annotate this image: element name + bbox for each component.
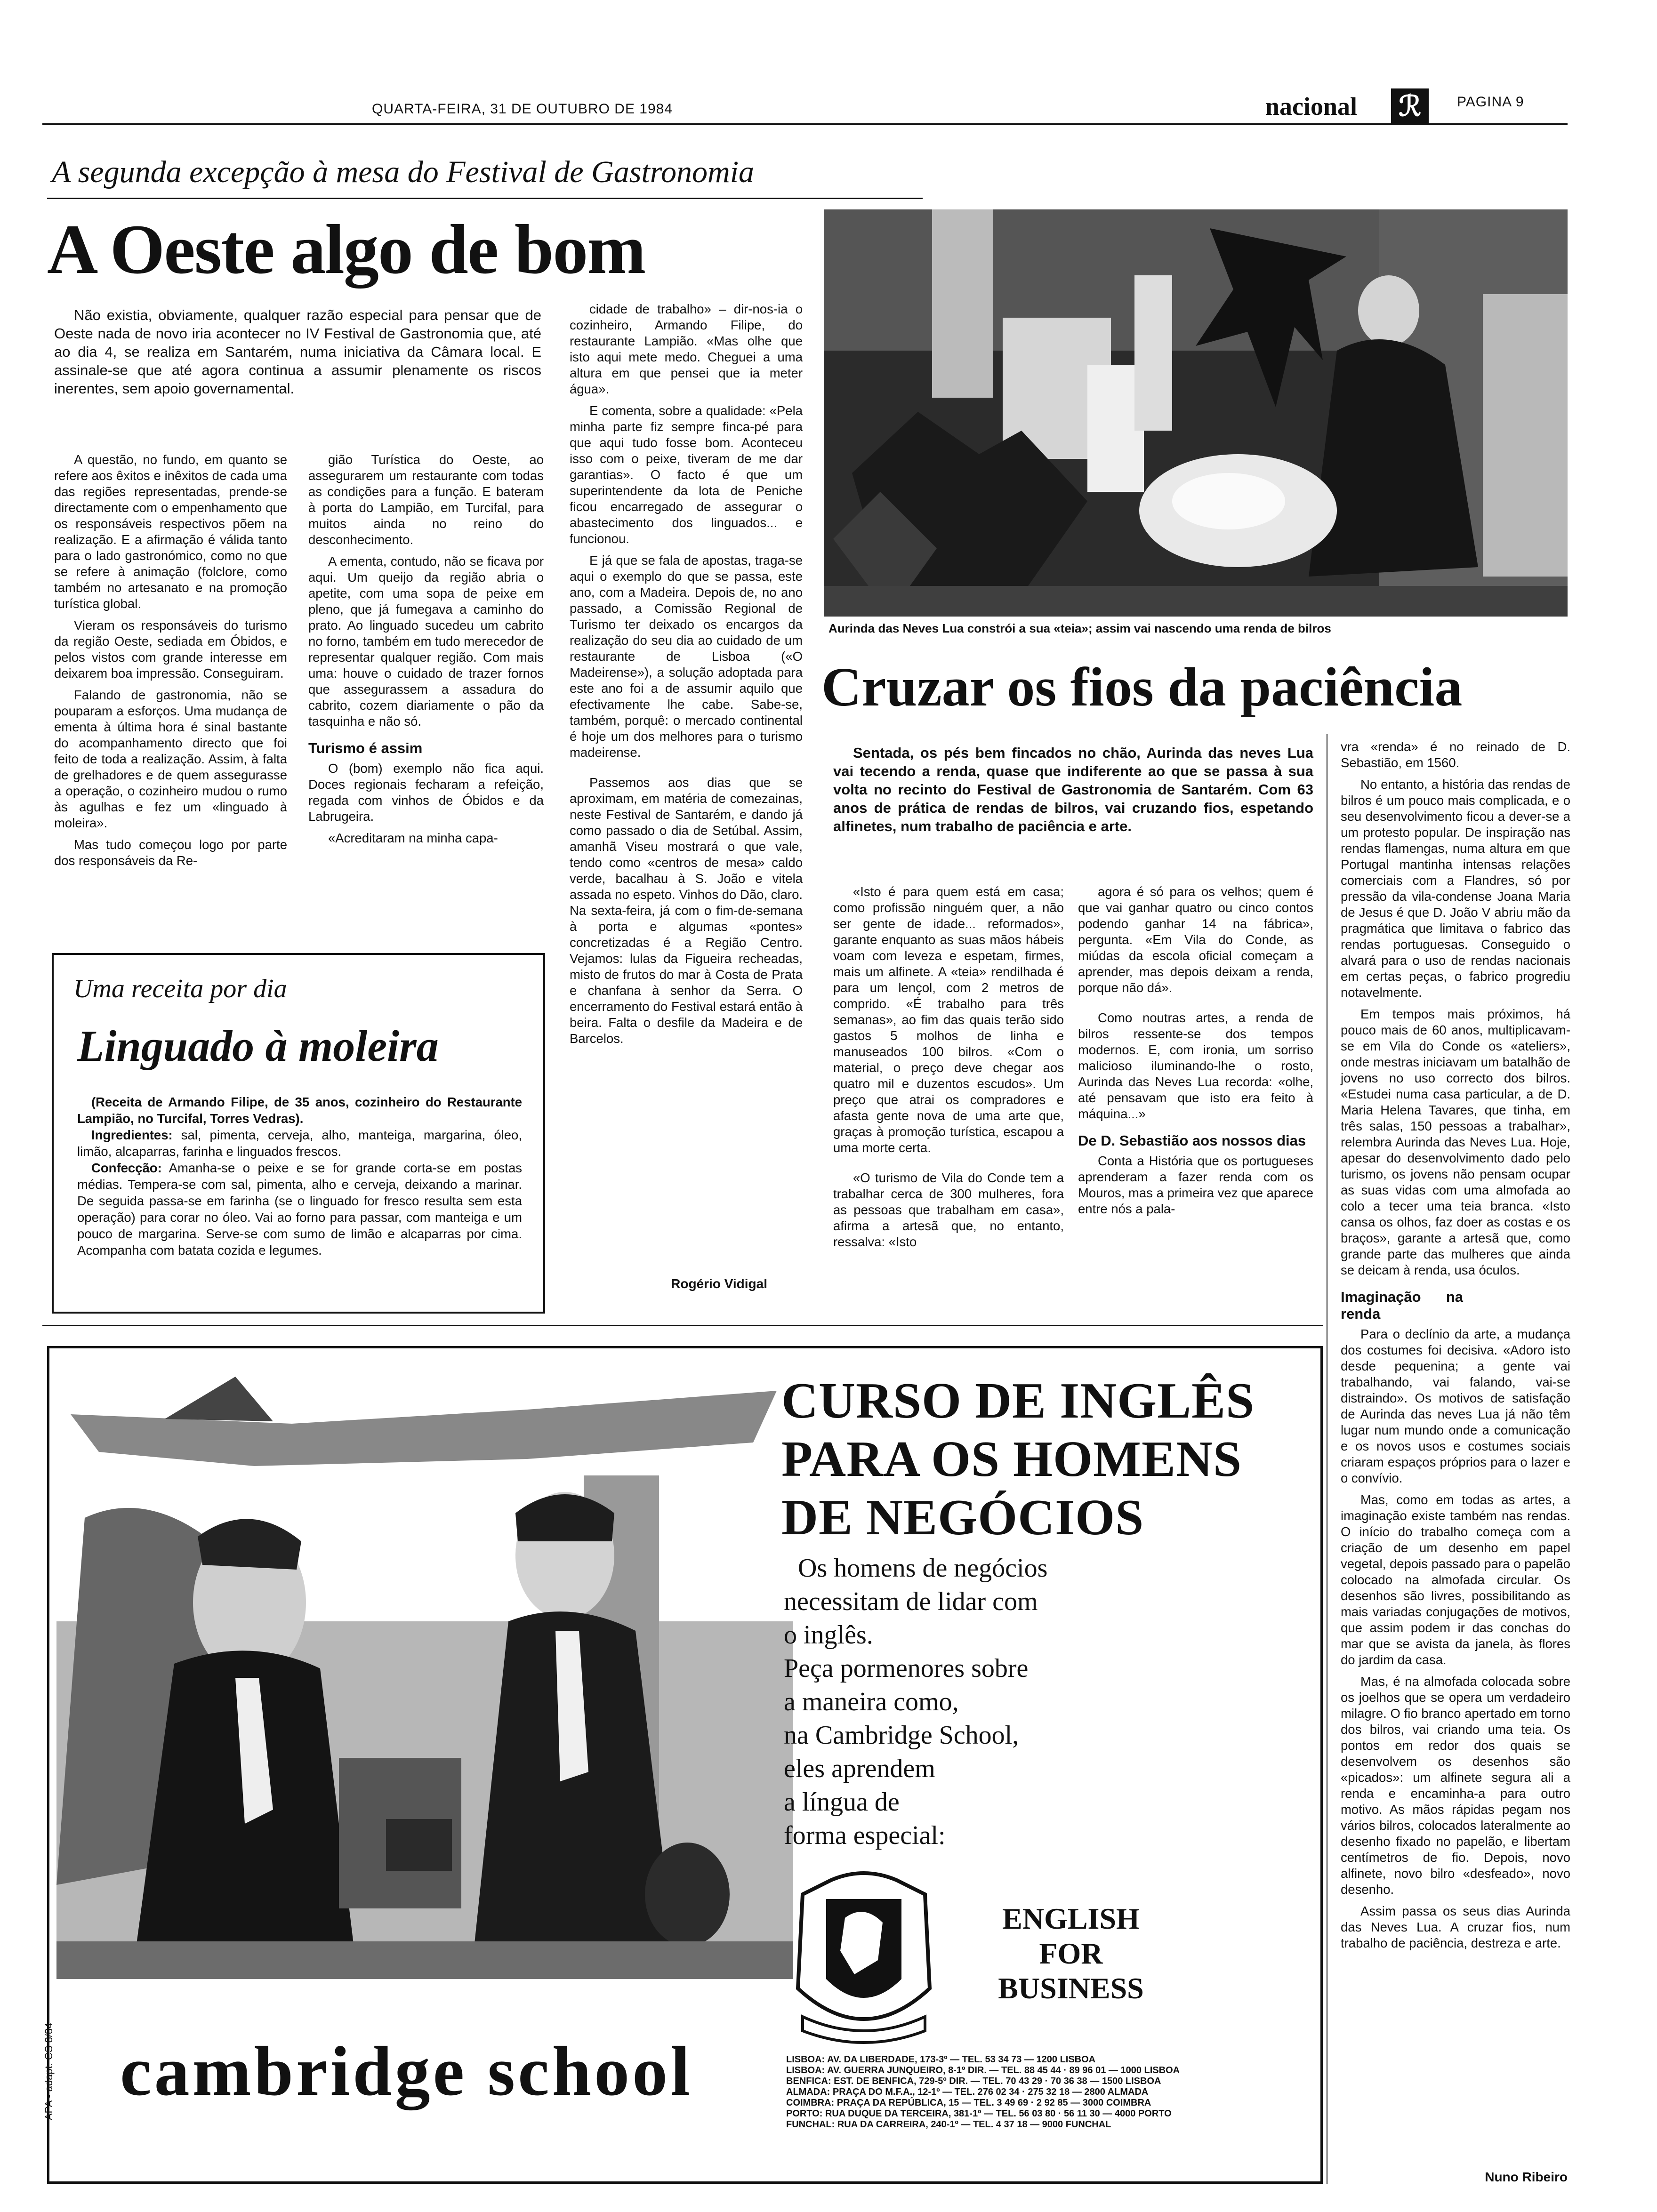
ad-body-line: o inglês. — [784, 1620, 873, 1650]
paragraph: agora é só para os velhos; quem é que vai ganhar quatro ou cinco contos podendo ganhar 14 na fábrica», pergunta. «Em Vila do Conde, as miúdas da escola oficial começam a aprender, mas depois deixam a renda, porque não dá». — [1078, 884, 1313, 995]
photo-illustration — [824, 209, 1568, 617]
lion-crest-icon — [784, 1866, 944, 2050]
recipe-box — [52, 953, 545, 1314]
paragraph: No entanto, a história das rendas de bilros é um pouco mais complicada, e o seu desenvolvimento ficou a dever-se a um protesto popular. De inspiração nas rendas flamengas, numa altura em que Portugal mantinha intensas relações comerciais com a Flandres, só por pressão da vila-condense Joana Maria de Jesus é que D. João V abriu mão da pragmática que limitava o fabrico das rendas portuguesas. Conseguido o alvará para o uso de rendas nacionais em certas peças, o fabrico progrediu notavelmente. — [1341, 777, 1570, 1000]
paragraph: «Isto é para quem está em casa; como profissão ninguém quer, a não ser gente de idade... reformados», garante enquanto as suas mãos hábeis voam com leveza e espetam, firmes, mais um alfinete. A «teia» rendilhada é para um lençol, com 2 metros de comprido. «É trabalho para três semanas», ao fim das quais terão sido gastos 5 molhos de linha e manuseados 100 bilros. «Com o material, o preço deve chegar aos quatro mil e duzentos escudos». Um preço que atrai os compradores e afasta gente nova de uma arte que, graças à promoção turística, escapou a uma morte certa. — [833, 884, 1064, 1155]
recipe-preparation — [77, 1160, 522, 1258]
byline: Rogério Vidigal — [671, 1276, 767, 1291]
lace-maker-photo — [824, 209, 1568, 617]
date-line: QUARTA-FEIRA, 31 DE OUTUBRO DE 1984 — [372, 101, 673, 117]
paragraph: vra «renda» é no reinado de D. Sebastião, em 1560. — [1341, 739, 1570, 770]
brand-wordmark: cambridge school — [120, 2032, 693, 2110]
recipe-title: Linguado à moleira — [77, 1022, 439, 1071]
address-line: FUNCHAL: RUA DA CARREIRA, 240-1º — TEL. 4 37 18 — 9000 FUNCHAL — [786, 2119, 1111, 2130]
paragraph: E comenta, sobre a qualidade: «Pela minha parte fiz sempre finca-pé para que aqui tudo fosse bom. Aconteceu isso com o peixe, tiveram de me dar garantias». O facto é que um superintendente da lota de Peniche ficou encarregado de assegurar o abastecimento dos linguados... e funcionou. — [570, 403, 803, 546]
paragraph: «Acreditaram na minha capa- — [328, 831, 498, 845]
headline-line: DE NEGÓCIOS — [781, 1490, 1144, 1546]
crest-emblem — [784, 1866, 944, 2050]
cambridge-ad — [43, 1346, 1323, 2184]
paragraph: E já que se fala de apostas, traga-se aqui o exemplo do que se passa, este ano, com a Madeira. Depois de, no ano passado, a Comissão Regional de Turismo ter deixado os encargos da realização do seu dia ao cuidado de um restaurante de Lisboa («O Madeirense»), a solução adoptada para este ano foi a de assumir aquilo que efectivamente lhe cabe. Sabe-se, também, porquê: o mercado continental é hoje um dos melhores para o turismo madeirense. — [570, 553, 803, 760]
section-name: nacional — [1265, 92, 1358, 120]
article-lead: Não existia, obviamente, qualquer razão especial para pensar que de Oeste nada de novo iria acontecer no IV Festival de Gastronomia que, até ao dia 4, se realiza em Santarém, numa iniciativa da Câmara local. E assinale-se que até agora continua a assumir plenamente os riscos inerentes, sem apoio governamental. — [54, 307, 541, 397]
preparation-label: Confecção: — [91, 1161, 162, 1175]
ingredients-label: Ingredientes: — [91, 1128, 173, 1142]
address-line: ALMADA: PRAÇA DO M.F.A., 12-1º — TEL. 276 02 34 · 275 32 18 — 2800 ALMADA — [786, 2087, 1149, 2097]
ad-body-line: na Cambridge School, — [784, 1721, 1019, 1750]
paragraph: Mas tudo começou logo por parte dos responsáveis da Re- — [54, 837, 287, 868]
paragraph: O (bom) exemplo não fica aqui. Doces regionais fecharam a refeição, regada com vinhos de Óbidos e da Labrugeira. — [308, 761, 544, 824]
paragraph: Mas, como em todas as artes, a imaginação existe também nas rendas. O início do trabalho começa com a criação de um desenho em papel vegetal, depois passado para o papelão colocado na almofada circular. Os desenhos são livres, possibilitando as mais variadas conjugações de motivos, que assim podem ir das conchas do mar que se avista da janela, às flores do jardim da casa. — [1341, 1492, 1570, 1667]
recipe-text — [77, 1094, 522, 1258]
preparation-text: Amanha-se o peixe e se for grande corta-se em postas médias. Tempera-se com sal, pimenta, alho e cerveja, deixando a marinar. De seguida passa-se em farinha (se o linguado for fresco resulta sem esta operação) para corar no óleo. Vai ao forno para passar, com manteiga e um pouco de margarina. Serve-se com sumo de limão e alcaparras por cima. Acompanha com batata cozida e legumes. — [77, 1161, 522, 1258]
school-addresses — [786, 2054, 1180, 2130]
recipe-intro: (Receita de Armando Filipe, de 35 anos, cozinheiro do Restaurante Lampião, no Turcifal, Torres Vedras). — [77, 1095, 522, 1126]
article-column-2 — [1078, 884, 1313, 1223]
paragraph: «O turismo de Vila do Conde tem a trabalhar cerca de 300 mulheres, fora as pessoas que trabalham em casa», afirma a artesã que, no entanto, ressalva: «Isto — [833, 1170, 1064, 1249]
article-kicker: A segunda excepção à mesa do Festival de Gastronomia — [52, 155, 755, 189]
badge-line: BUSINESS — [998, 1972, 1144, 2005]
ad-body — [784, 1552, 1047, 1852]
ad-body-line: forma especial: — [784, 1821, 946, 1850]
article-lead: Sentada, os pés bem fincados no chão, Aurinda das neves Lua vai tecendo a renda, quase que indiferente ao que se passa à sua volta no recinto do Festival de Gastronomia de Santarém. Com 63 anos de prática de rendas de bilros, vai cruzando fios, espetando alfinetes, num trabalho de paciência e arte. — [833, 745, 1313, 834]
businessmen-illustration — [56, 1358, 793, 1979]
address-line: LISBOA: AV. GUERRA JUNQUEIRO, 8-1º DIR. — TEL. 88 45 44 · 89 96 01 — 1000 LISBOA — [786, 2065, 1180, 2076]
article-column-2 — [308, 452, 544, 852]
article-column-3 — [570, 301, 803, 1052]
ad-body-line: necessitam de lidar com — [784, 1587, 1038, 1616]
photo-caption: Aurinda das Neves Lua constrói a sua «teia»; assim vai nascendo uma renda de bilros — [828, 621, 1331, 635]
paragraph: Passemos aos dias que se aproximam, em matéria de comezainas, neste Festival de Santarém, e dando já como passado o dia de Setúbal. Assim, amanhã Viseu mostrará o que vale, tendo como «centros de mesa» caldo verde, bacalhau à S. João e vitela assada no espeto. Vinhos do Dão, claro. Na sexta-feira, já com o fim-de-semana à porta e algumas «pontes» concretizadas é a Região Centro. Vejamos: lulas da Figueira recheadas, misto de frutos do mar à Costa de Prata e chanfana à senhor da Serra. O encerramento do Festival estará então à beira. Falta o desfile da Madeira e de Barcelos. — [570, 775, 803, 1046]
paragraph: Mas, é na almofada colocada sobre os joelhos que se opera um verdadeiro milagre. O fio branco apertado em torno dos bilros, vai criando uma teia. Os pontos em redor dos quais se desenvolvem os desenhos são «picados»: um alfinete segura ali a renda e encaminha-a para outro motivo. As mãos rápidas pegam nos vários bilros, colocados lateralmente ao desenho fixado no papelão, e libertam centímetros de fio. Depois, novo alfinete, novo bilro «desfeado», novo desenho. — [1341, 1674, 1570, 1897]
ingredients-text: sal, pimenta, cerveja, alho, manteiga, margarina, óleo, limão, alcaparras, farinha e linguados frescos. — [77, 1128, 522, 1159]
badge-line: ENGLISH — [1002, 1902, 1140, 1935]
address-line: LISBOA: AV. DA LIBERDADE, 173-3º — TEL. 53 34 73 — 1200 LISBOA — [786, 2054, 1096, 2065]
paragraph: Como noutras artes, a renda de bilros ressente-se dos tempos modernos. E, com ironia, um sorriso malicioso iluminando-lhe o rosto, Aurinda das Neves Lua recorda: «olhe, até pensavam que isto era feito à máquina...» — [1078, 1010, 1313, 1121]
paragraph: Assim passa os seus dias Aurinda das Neves Lua. A cruzar fios, num trabalho de paciência, destreza e arte. — [1341, 1904, 1570, 1950]
recipe-kicker: Uma receita por dia — [73, 974, 287, 1003]
page-number: PAGINA 9 — [1457, 94, 1524, 110]
paragraph: Vieram os responsáveis do turismo da região Oeste, sediada em Óbidos, e pelos vistos com grande interesse em deixarem boa impressão. Conseguiram. — [54, 618, 287, 681]
headline-line: CURSO DE INGLÊS — [781, 1373, 1255, 1429]
vertical-credit: APA - adapt. CS 8/84 — [43, 2022, 55, 2120]
ad-body-line: a língua de — [784, 1787, 900, 1817]
section-logo: ℛ — [1391, 88, 1429, 124]
subheading: De D. Sebastião aos nossos dias — [1078, 1132, 1306, 1149]
ad-illustration — [56, 1358, 793, 1979]
paragraph: A questão, no fundo, em quanto se refere aos êxitos e inêxitos de cada uma das regiões representadas, prende-se directamente com o empenhamento que os responsáveis respectivos põem na realização. E a afirmação é válida tanto para o lado gastronómico, como no que se refere à animação (folclore, como também no artesanato e na promoção turística global. — [54, 452, 287, 611]
article-column-1 — [833, 884, 1064, 1256]
paragraph: Conta a História que os portugueses aprenderam a fazer renda com os Mouros, mas a primeira vez que aparece entre nós a pala- — [1078, 1154, 1313, 1216]
paragraph: Falando de gastronomia, não se pouparam a esforços. Uma mudança de ementa à última hora é sinal bastante do acompanhamento directo que foi feito de toda a realização. Assim, à falta de grelhadores e de quem assegurasse a operação, o cozinheiro mudou o rumo às agulhas e fez um «linguado à moleira». — [54, 688, 287, 830]
address-line: BENFICA: EST. DE BENFICA, 729-5º DIR. — TEL. 70 43 29 · 70 36 38 — 1500 LISBOA — [786, 2076, 1161, 2086]
english-for-business — [972, 1901, 1170, 2006]
section-divider — [42, 1325, 1323, 1326]
article-column-3 — [1341, 739, 1570, 1957]
ad-headline — [781, 1372, 1255, 1547]
article-title: A Oeste algo de bom — [47, 210, 645, 289]
kicker-rule — [47, 198, 923, 199]
badge-line: FOR — [1039, 1937, 1103, 1970]
address-line: COIMBRA: PRAÇA DA REPÚBLICA, 15 — TEL. 3 49 69 · 2 92 85 — 3000 COIMBRA — [786, 2098, 1151, 2108]
address-line: PORTO: RUA DUQUE DA TERCEIRA, 381-1º — TEL. 56 03 80 · 56 11 30 — 4000 PORTO — [786, 2108, 1172, 2119]
byline: Nuno Ribeiro — [1485, 2170, 1568, 2184]
ad-body-line: eles aprendem — [784, 1754, 935, 1783]
recipe-ingredients — [77, 1127, 522, 1160]
subheading: Imaginação na renda — [1341, 1289, 1463, 1322]
paragraph: cidade de trabalho» – dir-nos-ia o cozinheiro, Armando Filipe, do restaurante Lampião. «Mas olhe que isto aqui mete medo. Cheguei a uma altura em que pensei que ia meter água». — [570, 302, 803, 396]
ad-body-line: a maneira como, — [784, 1687, 959, 1716]
article-column-1 — [54, 452, 287, 874]
paragraph: Em tempos mais próximos, há pouco mais de 60 anos, multiplicavam-se em Vila do Conde os «ateliers», onde mestras iniciavam um batalhão de jovens no uso correcto dos bilros. «Estudei numa casa particular, a de D. Maria Helena Tavares, que tinha, em três salas, 150 pessoas a trabalhar», relembra Aurinda das Neves Lua. Hoje, apesar do desenvolvimento dado pelo turismo, os jovens não pensam ocupar as suas vidas com uma almofada ao colo a tecer uma teia branca. «Isto cansa os olhos, faz doer as costas e os braços», garante a artesã que, como grande parte das mulheres que ainda se deicam à renda, usa óculos. — [1341, 1007, 1570, 1277]
subheading: Turismo é assim — [308, 740, 423, 756]
paragraph: gião Turística do Oeste, ao assegurarem um restaurante com todas as condições para a função. E bateram à porta do Lampião, em Turcifal, para muitos ainda no reino do desconhecimento. — [308, 452, 544, 547]
paragraph: Para o declínio da arte, a mudança dos costumes foi decisiva. «Adoro isto desde pequenina; a gente vai trabalhando, vai falando, vai-se distraindo». Os motivos de satisfação de Aurinda das neves Lua já não têm lugar num mundo onde a comunicação e os novos usos e costumes sociais criaram espaços próprios para o lazer e o convívio. — [1341, 1327, 1570, 1485]
ad-body-line: Peça pormenores sobre — [784, 1654, 1029, 1683]
paragraph: A ementa, contudo, não se ficava por aqui. Um queijo da região abria o apetite, com uma sopa de peixe em pleno, que já fumegava a caminho do prato. Ao linguado sucedeu um cabrito no forno, também em tudo merecedor de representar qualquer região. Com mais uma: houve o cuidado de trazer fornos que assegurassem a assadura do cabrito, cozem diariamente o pão da tasquinha e não só. — [308, 554, 544, 729]
headline-line: PARA OS HOMENS — [781, 1431, 1242, 1487]
ad-body-line: Os homens de negócios — [798, 1554, 1048, 1583]
header-rule — [42, 123, 1568, 125]
article-title: Cruzar os fios da paciência — [821, 656, 1463, 718]
